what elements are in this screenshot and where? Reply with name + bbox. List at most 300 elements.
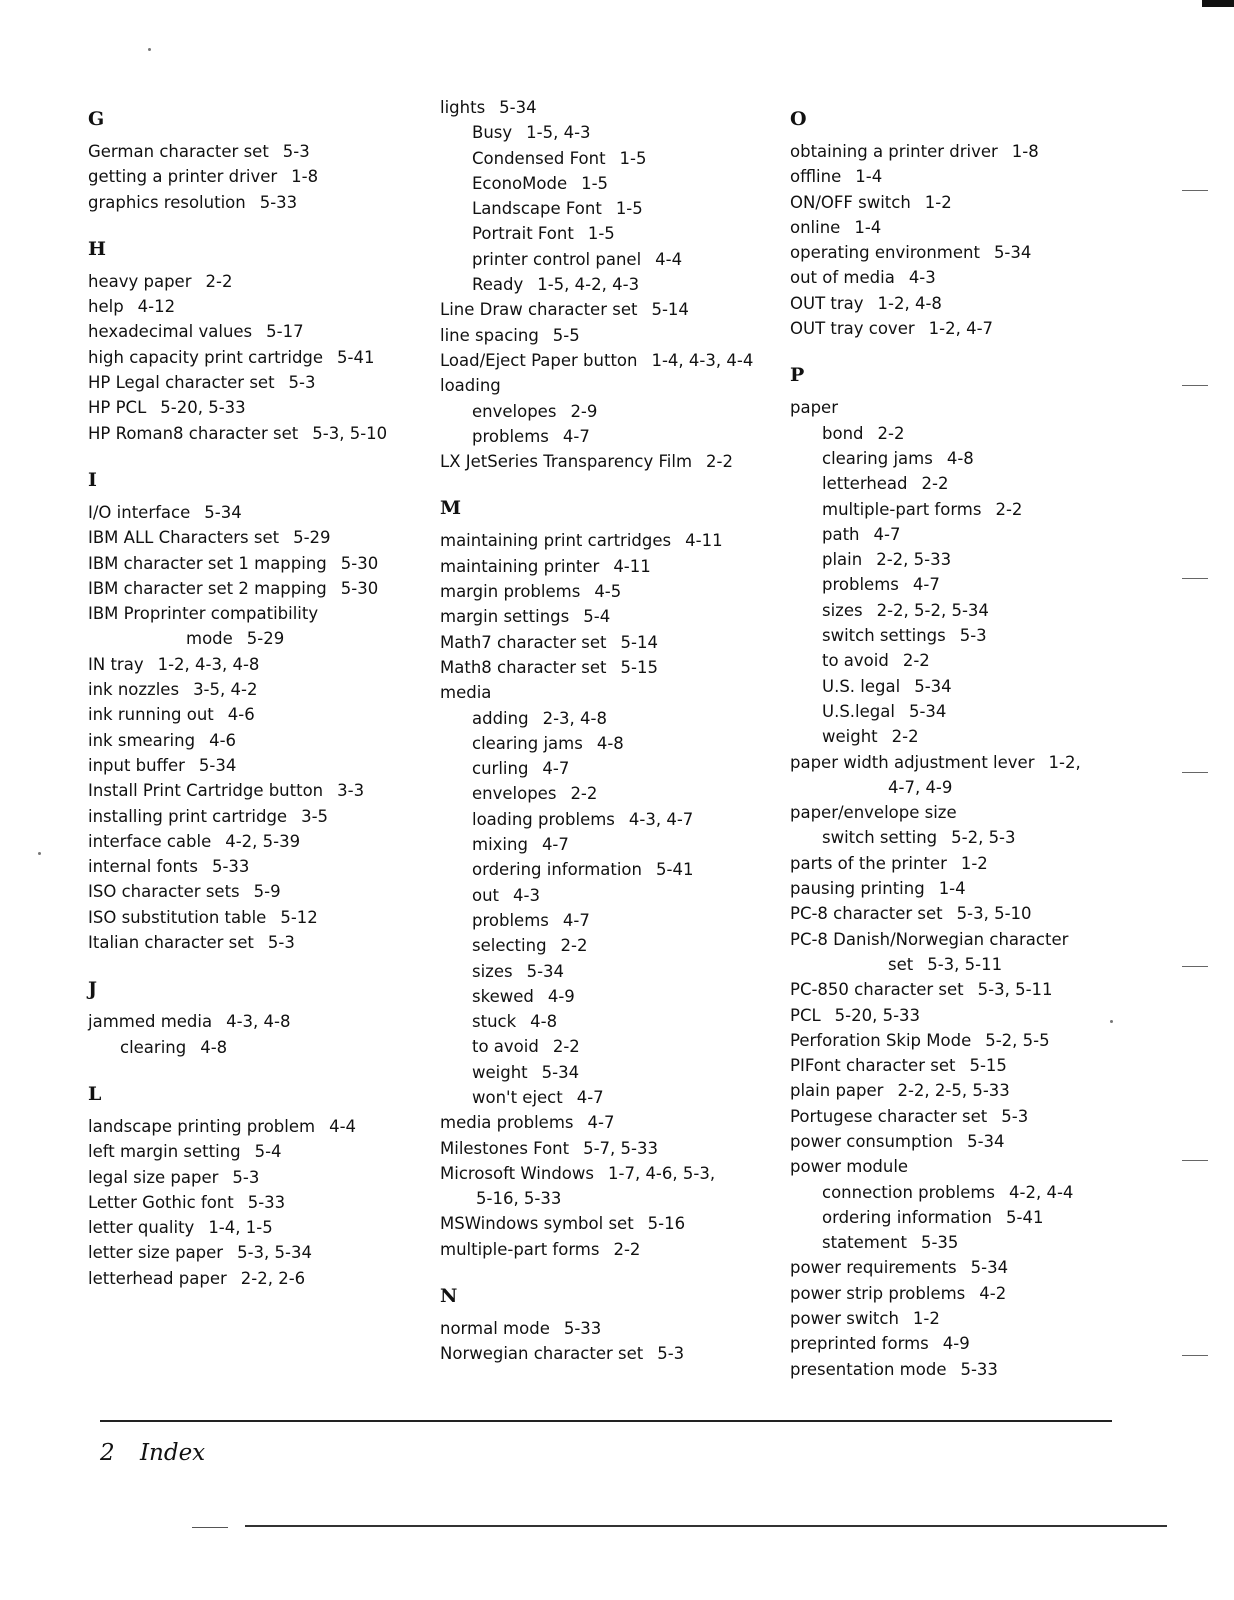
footer-title: Index xyxy=(139,1440,206,1466)
entry-term: obtaining a printer driver xyxy=(790,142,998,161)
index-entry xyxy=(790,1306,1120,1331)
entry-term: won't eject xyxy=(472,1087,563,1107)
entry-pages: 5-3 xyxy=(959,626,987,646)
index-subentry xyxy=(790,572,1120,597)
entry-term: PC-8 Danish/Norwegian character xyxy=(790,929,1069,949)
entry-term: weight xyxy=(822,727,878,747)
index-entry xyxy=(440,1186,780,1211)
index-entry xyxy=(440,95,780,120)
entry-pages: 1-2 xyxy=(912,1309,940,1329)
index-entry xyxy=(88,930,418,955)
entry-pages: 5-33 xyxy=(259,192,298,212)
entry-pages: 4-6 xyxy=(209,730,237,750)
index-entry xyxy=(790,291,1120,316)
index-subentry xyxy=(790,522,1120,547)
entry-term: Italian character set xyxy=(88,933,254,953)
entry-pages: 2-2, 5-2, 5-34 xyxy=(876,600,989,620)
entry-term: ink nozzles xyxy=(88,680,180,700)
entry-pages: 5-3 xyxy=(232,1167,260,1187)
index-entry xyxy=(88,778,418,803)
index-section xyxy=(88,1074,418,1291)
entry-term: Portugese character set xyxy=(790,1106,988,1126)
entry-term: ink smearing xyxy=(88,730,196,750)
entry-pages: 1-5 xyxy=(581,173,609,193)
entry-pages: 5-33 xyxy=(211,857,250,877)
entry-term: normal mode xyxy=(440,1319,550,1339)
entry-pages: 4-7 xyxy=(587,1113,615,1133)
index-subentry xyxy=(790,674,1120,699)
entry-term: I/O interface xyxy=(88,502,191,522)
entry-pages: 5-17 xyxy=(266,322,304,342)
index-subentry xyxy=(440,857,780,882)
entry-term: statement xyxy=(822,1233,907,1253)
index-section xyxy=(440,1276,780,1367)
entry-pages: 1-2, 4-7 xyxy=(928,319,994,339)
entry-pages: 4-11 xyxy=(685,531,723,551)
entry-pages: 5-2, 5-3 xyxy=(951,828,1016,848)
entry-term: getting a printer driver xyxy=(88,167,278,187)
entry-term: power requirements xyxy=(790,1258,957,1278)
index-subentry xyxy=(440,706,780,731)
entry-term: input buffer xyxy=(88,755,185,775)
entry-pages: 5-29 xyxy=(293,528,331,548)
index-subentry xyxy=(790,446,1120,471)
index-column-middle xyxy=(440,95,780,1381)
entry-pages: 5-20, 5-33 xyxy=(160,398,246,418)
entry-term: Portrait Font xyxy=(472,224,574,244)
entry-term: adding xyxy=(472,708,529,728)
index-subentry xyxy=(440,1009,780,1034)
entry-pages: 1-8 xyxy=(1011,142,1039,161)
index-subentry xyxy=(440,221,780,246)
index-entry xyxy=(790,139,1120,164)
entry-pages: 5-15 xyxy=(620,657,658,677)
index-section xyxy=(88,99,418,215)
entry-pages: 2-3, 4-8 xyxy=(542,708,607,728)
index-section xyxy=(88,229,418,446)
index-entry xyxy=(440,297,780,322)
index-section xyxy=(790,355,1120,1382)
entry-term: Milestones Font xyxy=(440,1138,570,1158)
entry-pages: 3-3 xyxy=(337,781,365,801)
entry-pages: 5-34 xyxy=(198,755,237,775)
index-subentry xyxy=(440,731,780,756)
entry-pages: 2-2, 2-5, 5-33 xyxy=(897,1081,1010,1101)
entry-term: Install Print Cartridge button xyxy=(88,781,324,801)
index-subentry xyxy=(440,1085,780,1110)
index-entry xyxy=(88,702,418,727)
index-entry xyxy=(790,215,1120,240)
entry-term: IBM ALL Characters set xyxy=(88,528,280,548)
entry-pages: 5-34 xyxy=(526,961,565,981)
index-section xyxy=(88,969,418,1060)
entry-term: internal fonts xyxy=(88,857,198,877)
scan-speck xyxy=(38,852,41,855)
index-entry xyxy=(440,1161,780,1186)
entry-pages: 4-8 xyxy=(530,1012,558,1032)
entry-pages: 1-4, 4-3, 4-4 xyxy=(651,350,754,370)
entry-term: loading problems xyxy=(472,809,615,829)
entry-term: skewed xyxy=(472,986,534,1006)
index-subentry xyxy=(440,959,780,984)
index-entry xyxy=(790,240,1120,265)
index-subentry xyxy=(440,1060,780,1085)
index-entry xyxy=(790,395,1120,420)
entry-term: hexadecimal values xyxy=(88,322,253,342)
entry-pages: 5-34 xyxy=(914,676,952,696)
entry-pages: 3-5 xyxy=(301,806,329,826)
entry-term: maintaining printer xyxy=(440,556,600,576)
index-entry xyxy=(790,1104,1120,1129)
entry-pages: 5-33 xyxy=(960,1359,998,1379)
index-entry xyxy=(88,576,418,601)
index-entry xyxy=(440,655,780,680)
entry-pages: 1-7, 4-6, 5-3, xyxy=(608,1163,716,1183)
index-entry xyxy=(440,579,780,604)
entry-term: legal size paper xyxy=(88,1167,219,1187)
entry-term: power switch xyxy=(790,1309,899,1329)
entry-pages: 5-30 xyxy=(340,578,379,598)
section-letter: O xyxy=(790,108,807,130)
section-letter: G xyxy=(88,108,105,130)
index-entry xyxy=(790,190,1120,215)
index-entry xyxy=(790,1357,1120,1382)
entry-term: mode xyxy=(186,629,233,649)
index-entry xyxy=(790,977,1120,1002)
entry-pages: 3-5, 4-2 xyxy=(193,680,258,700)
index-entry xyxy=(440,1316,780,1341)
entry-term: weight xyxy=(472,1062,528,1082)
entry-pages: 4-8 xyxy=(596,733,624,753)
entry-pages: 5-9 xyxy=(253,882,281,902)
index-entry xyxy=(88,854,418,879)
entry-term: media xyxy=(440,683,492,703)
entry-pages: 5-34 xyxy=(908,701,947,721)
entry-pages: 4-7 xyxy=(542,759,570,779)
entry-pages: 5-14 xyxy=(651,300,689,320)
entry-term: printer control panel xyxy=(472,249,642,269)
entry-pages: 4-2, 4-4 xyxy=(1009,1182,1074,1202)
index-entry xyxy=(440,680,780,705)
entry-pages: 4-3 xyxy=(513,885,540,905)
index-entry xyxy=(88,601,418,626)
entry-pages: 4-2, 5-39 xyxy=(225,831,301,851)
entry-pages: 4-2 xyxy=(979,1283,1007,1303)
entry-pages: 5-5 xyxy=(552,325,580,345)
entry-pages: 5-34 xyxy=(541,1062,580,1082)
entry-term: left margin setting xyxy=(88,1142,241,1162)
index-subentry xyxy=(440,247,780,272)
entry-pages: 4-3, 4-8 xyxy=(226,1012,291,1032)
index-entry xyxy=(88,905,418,930)
index-entry xyxy=(88,500,418,525)
entry-term: problems xyxy=(472,426,549,446)
index-subentry xyxy=(440,146,780,171)
entry-term: pausing printing xyxy=(790,879,925,899)
entry-pages: 4-8 xyxy=(946,448,974,468)
entry-pages: 1-5 xyxy=(615,199,643,219)
entry-term: bond xyxy=(822,423,864,443)
entry-pages: 2-2 xyxy=(921,474,949,494)
entry-pages: 1-4 xyxy=(855,167,883,187)
entry-term: mixing xyxy=(472,835,528,855)
margin-tick xyxy=(1182,966,1208,967)
entry-term: letterhead paper xyxy=(88,1268,227,1288)
margin-tick xyxy=(1182,1355,1208,1356)
index-subentry xyxy=(440,272,780,297)
margin-tick xyxy=(1182,578,1208,579)
entry-term: PC-8 character set xyxy=(790,904,943,924)
entry-term: switch setting xyxy=(822,828,938,848)
entry-pages: 5-4 xyxy=(254,1142,282,1162)
entry-term: ISO substitution table xyxy=(88,907,267,927)
index-subentry xyxy=(440,399,780,424)
entry-pages: 2-2 xyxy=(902,651,930,671)
entry-term: selecting xyxy=(472,936,547,956)
entry-term: clearing jams xyxy=(822,448,933,468)
entry-term: path xyxy=(822,524,860,544)
entry-term: LX JetSeries Transparency Film xyxy=(440,452,693,472)
section-letter: M xyxy=(440,497,462,520)
section-letter: N xyxy=(440,1285,458,1308)
entry-term: power strip problems xyxy=(790,1283,966,1303)
index-subentry xyxy=(440,832,780,857)
index-entry xyxy=(790,1028,1120,1053)
section-letter: L xyxy=(88,1082,102,1105)
entry-term: loading xyxy=(440,376,501,396)
entry-term: Letter Gothic font xyxy=(88,1192,234,1212)
entry-pages: 1-5, 4-2, 4-3 xyxy=(537,275,640,295)
index-section xyxy=(440,95,780,474)
entry-pages: 4-5 xyxy=(594,582,622,602)
entry-pages: 5-3, 5-11 xyxy=(977,980,1053,1000)
index-subentry xyxy=(790,547,1120,572)
entry-term: HP Roman8 character set xyxy=(88,423,299,443)
index-section xyxy=(88,460,418,955)
entry-pages: 5-41 xyxy=(656,860,694,880)
index-entry xyxy=(440,1237,780,1262)
entry-pages: 4-7, 4-9 xyxy=(888,777,953,797)
entry-pages: 2-2 xyxy=(560,936,588,956)
entry-term: installing print cartridge xyxy=(88,806,288,826)
entry-term: ordering information xyxy=(822,1207,992,1227)
entry-pages: 5-3 xyxy=(267,933,295,953)
entry-pages: 5-29 xyxy=(246,629,285,649)
index-entry xyxy=(88,1215,418,1240)
index-subentry xyxy=(440,933,780,958)
index-subentry xyxy=(440,1034,780,1059)
index-entry xyxy=(790,1331,1120,1356)
index-subentry xyxy=(790,598,1120,623)
entry-term: PCL xyxy=(790,1005,821,1025)
entry-term: out xyxy=(472,885,500,905)
entry-pages: 4-7 xyxy=(562,910,590,930)
entry-pages: 4-6 xyxy=(227,705,255,725)
index-entry xyxy=(88,164,418,189)
entry-pages: 4-9 xyxy=(547,986,575,1006)
entry-term: Busy xyxy=(472,123,513,143)
entry-term: EconoMode xyxy=(472,173,568,193)
entry-term: HP Legal character set xyxy=(88,373,275,393)
entry-pages: 5-14 xyxy=(620,632,658,652)
index-subentry xyxy=(440,807,780,832)
entry-term: letter size paper xyxy=(88,1243,224,1263)
index-subentry xyxy=(790,471,1120,496)
entry-term: power module xyxy=(790,1157,909,1177)
index-entry xyxy=(790,750,1120,775)
index-entry xyxy=(88,269,418,294)
index-entry xyxy=(790,851,1120,876)
index-section xyxy=(440,488,780,1262)
index-entry xyxy=(790,265,1120,290)
entry-term: paper width adjustment lever xyxy=(790,752,1035,772)
index-entry xyxy=(790,901,1120,926)
entry-pages: 4-7 xyxy=(541,835,569,855)
entry-pages: 5-3 xyxy=(657,1344,685,1364)
entry-pages: 1-5, 4-3 xyxy=(526,123,591,143)
entry-term: online xyxy=(790,217,841,237)
bottom-rule xyxy=(245,1525,1167,1527)
bottom-rule-short xyxy=(192,1527,228,1528)
index-entry xyxy=(790,775,1120,800)
entry-term: heavy paper xyxy=(88,271,192,291)
entry-term: ink running out xyxy=(88,705,214,725)
entry-pages: 5-3, 5-34 xyxy=(237,1243,312,1263)
entry-term: presentation mode xyxy=(790,1359,947,1379)
section-letter: I xyxy=(88,468,97,491)
entry-term: Perforation Skip Mode xyxy=(790,1030,972,1050)
entry-pages: 4-3 xyxy=(908,268,936,288)
section-letter: J xyxy=(88,978,97,1001)
entry-term: graphics resolution xyxy=(88,192,246,212)
footer-rule xyxy=(100,1420,1112,1422)
entry-term: problems xyxy=(472,910,549,930)
entry-term: envelopes xyxy=(472,401,557,421)
page-number: 2 xyxy=(100,1440,115,1466)
index-entry xyxy=(88,728,418,753)
entry-pages: 5-3, 5-11 xyxy=(927,954,1003,974)
entry-term: paper/envelope size xyxy=(790,803,957,823)
index-entry xyxy=(88,1266,418,1291)
entry-pages: 5-3 xyxy=(1001,1106,1029,1126)
entry-term: margin settings xyxy=(440,607,570,627)
entry-pages: 2-2, 2-6 xyxy=(240,1268,306,1288)
index-subentry xyxy=(440,781,780,806)
entry-term: plain paper xyxy=(790,1081,884,1101)
entry-pages: 1-8 xyxy=(291,167,319,187)
entry-pages: 1-2, 4-8 xyxy=(877,293,942,313)
entry-term: MSWindows symbol set xyxy=(440,1214,634,1234)
index-entry xyxy=(88,551,418,576)
index-entry xyxy=(790,164,1120,189)
entry-pages: 4-9 xyxy=(942,1334,970,1354)
index-entry xyxy=(88,753,418,778)
index-entry xyxy=(88,804,418,829)
entry-pages: 5-12 xyxy=(280,907,318,927)
entry-term: letter quality xyxy=(88,1218,195,1238)
index-subentry xyxy=(440,171,780,196)
corner-mark xyxy=(1202,0,1234,7)
index-entry xyxy=(790,1255,1120,1280)
entry-pages: 5-33 xyxy=(247,1192,286,1212)
entry-pages: 4-11 xyxy=(613,556,651,576)
entry-term: Math8 character set xyxy=(440,657,607,677)
index-entry xyxy=(88,1240,418,1265)
index-entry xyxy=(88,319,418,344)
entry-term: operating environment xyxy=(790,243,980,263)
entry-pages: 5-20, 5-33 xyxy=(834,1005,921,1025)
entry-term: connection problems xyxy=(822,1182,996,1202)
entry-term: switch settings xyxy=(822,626,946,646)
index-subentry xyxy=(790,623,1120,648)
index-entry xyxy=(440,604,780,629)
entry-pages: 1-5 xyxy=(619,148,647,168)
entry-pages: 4-12 xyxy=(137,297,176,317)
index-subentry xyxy=(790,1205,1120,1230)
index-column-left xyxy=(88,95,418,1305)
index-entry xyxy=(790,1154,1120,1179)
entry-term: line spacing xyxy=(440,325,539,345)
entry-term: power consumption xyxy=(790,1131,954,1151)
entry-pages: 4-4 xyxy=(655,249,683,269)
index-entry xyxy=(790,927,1120,952)
page-footer xyxy=(100,1440,205,1466)
index-subentry xyxy=(440,196,780,221)
entry-term: curling xyxy=(472,759,529,779)
entry-pages: 2-2 xyxy=(552,1037,580,1057)
index-subentry xyxy=(440,883,780,908)
entry-pages: 5-4 xyxy=(583,607,611,627)
entry-term: maintaining print cartridges xyxy=(440,531,672,551)
index-entry xyxy=(88,370,418,395)
margin-tick xyxy=(1182,1160,1208,1161)
index-entry xyxy=(88,1165,418,1190)
scan-speck xyxy=(148,48,151,51)
index-entry xyxy=(440,630,780,655)
entry-term: offline xyxy=(790,167,842,187)
entry-term: Landscape Font xyxy=(472,199,602,219)
entry-term: U.S. legal xyxy=(822,676,901,696)
entry-term: Line Draw character set xyxy=(440,300,638,320)
entry-pages: 5-41 xyxy=(337,347,375,367)
index-entry xyxy=(88,139,418,164)
index-entry xyxy=(440,449,780,474)
entry-term: jammed media xyxy=(88,1012,213,1032)
index-subentry xyxy=(440,120,780,145)
index-subentry xyxy=(440,908,780,933)
entry-pages: 5-3, 5-10 xyxy=(312,423,388,443)
entry-pages: 5-7, 5-33 xyxy=(583,1138,658,1158)
index-entry xyxy=(790,800,1120,825)
index-entry xyxy=(790,1129,1120,1154)
entry-term: to avoid xyxy=(822,651,889,671)
entry-term: help xyxy=(88,297,124,317)
entry-pages: 5-16, 5-33 xyxy=(476,1189,562,1209)
entry-term: Math7 character set xyxy=(440,632,607,652)
margin-tick xyxy=(1182,190,1208,191)
entry-term: clearing jams xyxy=(472,733,583,753)
entry-term: letterhead xyxy=(822,474,908,494)
index-subentry xyxy=(790,1230,1120,1255)
entry-term: IN tray xyxy=(88,654,144,674)
entry-term: ON/OFF switch xyxy=(790,192,911,212)
scan-speck xyxy=(1110,1020,1113,1023)
entry-term: Ready xyxy=(472,275,524,295)
index-entry xyxy=(88,1139,418,1164)
entry-term: problems xyxy=(822,575,899,595)
index-subentry xyxy=(790,421,1120,446)
margin-tick xyxy=(1182,385,1208,386)
